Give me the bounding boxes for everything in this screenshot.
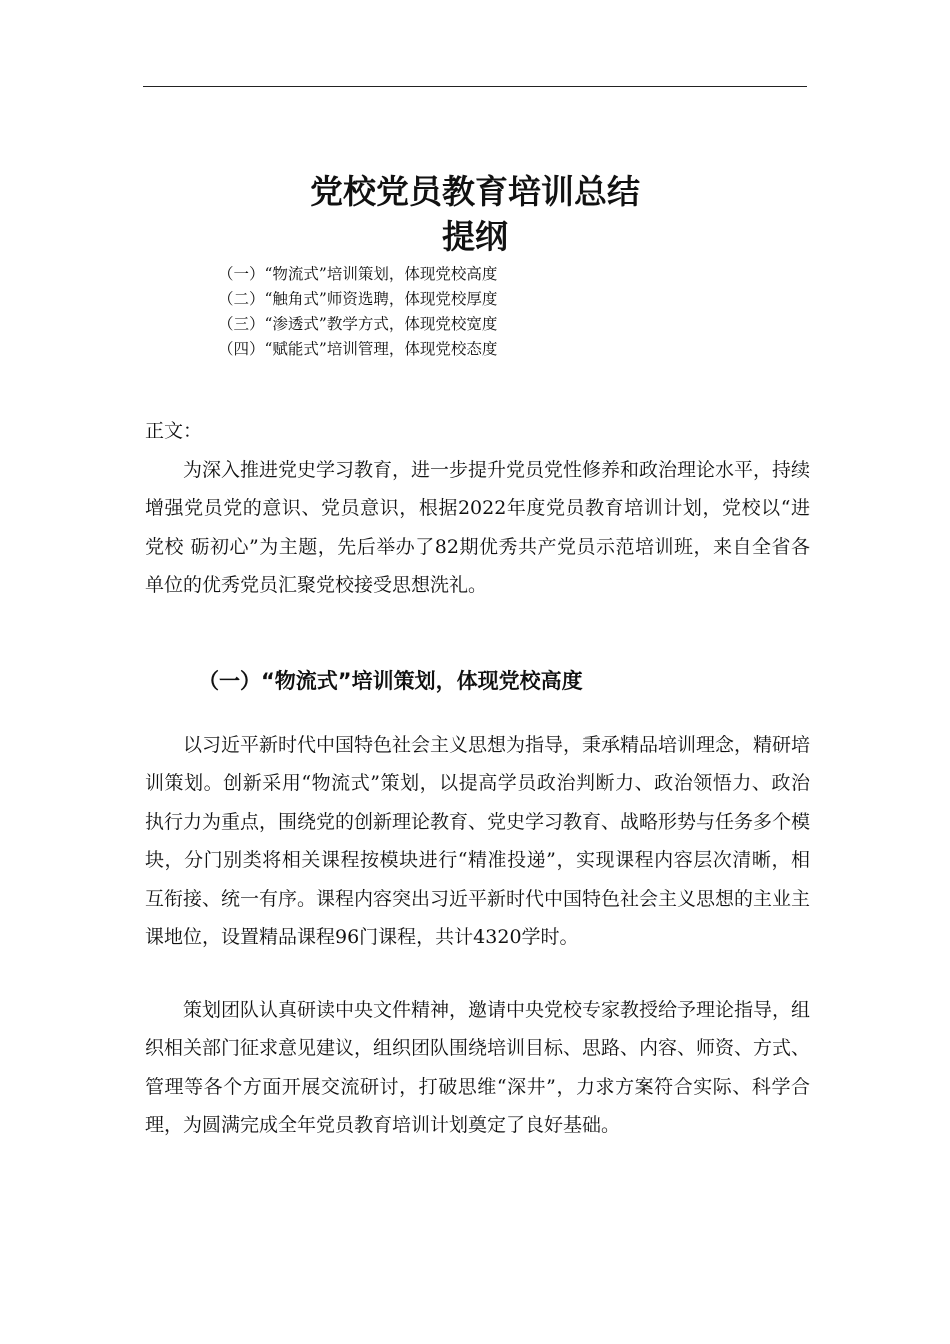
body-label: 正文： <box>145 420 203 442</box>
outline-item: （二）“触角式”师资选聘，体现党校厚度 <box>218 290 498 308</box>
outline-item: （三）“渗透式”教学方式，体现党校宽度 <box>218 315 498 333</box>
document-subtitle: 提纲 <box>442 217 508 256</box>
header-rule <box>143 86 807 87</box>
section-paragraph: 策划团队认真研读中央文件精神，邀请中央党校专家教授给予理论指导，组织相关部门征求意见建议，组织团队围绕培训目标、思路、内容、师资、方式、管理等各个方面开展交流研讨，打破思维“深井”，力求方案符合实际、科学合理，为圆满完成全年党员教育培训计划奠定了良好基础。 <box>145 999 811 1137</box>
outline-item: （一）“物流式”培训策划，体现党校高度 <box>218 265 498 283</box>
section-paragraph: 以习近平新时代中国特色社会主义思想为指导，秉承精品培训理念，精研培训策划。创新采用“物流式”策划，以提高学员政治判断力、政治领悟力、政治执行力为重点，围绕党的创新理论教育、党史学习教育、战略形势与任务多个模块，分门别类将相关课程按模块进行“精准投递”，实现课程内容层次清晰，相互衔接、统一有序。课程内容突出习近平新时代中国特色社会主义思想的主业主课地位，设置精品课程96门课程，共计4320学时。 <box>145 734 811 949</box>
outline-list <box>218 262 497 362</box>
outline-item: （四）“赋能式”培训管理，体现党校态度 <box>218 340 498 358</box>
document-title: 党校党员教育培训总结 <box>310 172 640 211</box>
section-heading: （一）“物流式”培训策划，体现党校高度 <box>198 669 583 693</box>
intro-paragraph: 为深入推进党史学习教育，进一步提升党员党性修养和政治理论水平，持续增强党员党的意识、党员意识，根据2022年度党员教育培训计划，党校以“进党校 砺初心”为主题，先后举办了82期优秀共产党员示范培训班，来自全省各单位的优秀党员汇聚党校接受思想洗礼。 <box>145 459 811 597</box>
